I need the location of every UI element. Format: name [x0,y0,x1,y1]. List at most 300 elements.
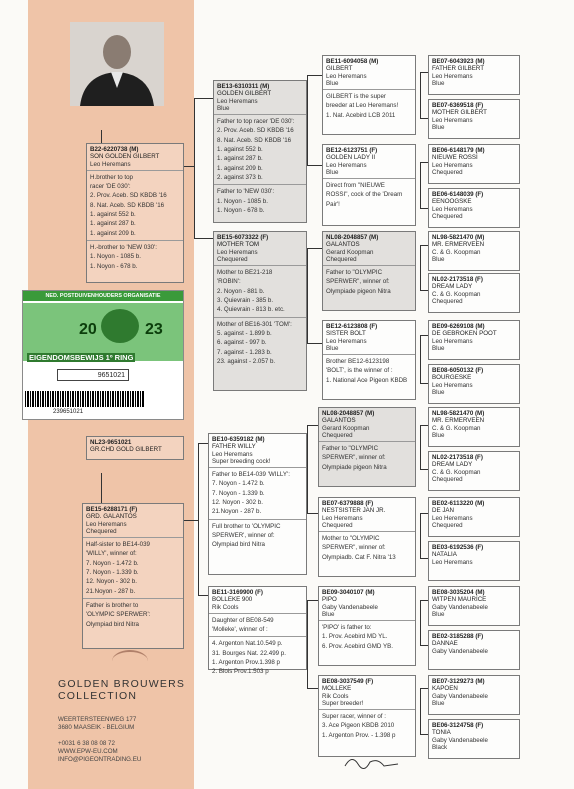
note-line: 7. Noyon - 1.472 b. [86,559,139,567]
notes [209,470,306,516]
connector [420,162,421,208]
connector [420,469,428,470]
ancestor-box [428,497,520,537]
note-line: Olympiade pigeon Nitra [322,463,387,471]
barcode [25,391,145,407]
owner: Gaby Vandenabeele [322,603,378,611]
note-line: 4. Argenton Nat.10.549 p. [212,640,283,648]
note-line: 1. Noyon - 1085 b. [90,253,141,261]
connector [420,245,428,246]
connector [420,335,428,336]
pigeon-name: NIEUWE ROSSI [432,154,478,162]
ring-number: BE07-6379888 (F) [322,500,374,507]
ring-number: BE09-3040107 (M) [322,589,375,596]
ring-number: BE12-6123751 (F) [326,147,378,154]
note-line: 1. against 209 b. [217,164,263,172]
owner: Leo Heremans [322,514,363,522]
note-line: 8. Nat. Aceb. SD KBDB '16 [217,136,292,144]
note-line: 1. against 552 b. [90,211,136,219]
note-line: Full brother to 'OLYMPIC [212,522,281,530]
pigeon-name: GOLDEN GILBERT [217,90,272,98]
address-line-2: 3680 MAASEIK - BELGIUM [58,724,135,731]
note-line: 31. Bourges Nat. 22.499 p. [212,649,286,657]
notes-2 [83,601,183,629]
connector [420,245,421,290]
note-line: 2. Prov. Aceb. SD KBDB '16 [90,192,167,200]
ring-number: NL02-2173518 (F) [432,276,483,283]
note-line: 7. Noyon - 1.472 b. [212,480,265,488]
connector [420,72,428,73]
note-line: 1. Argenton Prov.1.398 p [212,659,280,667]
color: Blue [432,255,445,263]
sdd-box [322,320,416,400]
note-line: 7. against - 1.283 b. [217,348,272,356]
connector [420,335,421,383]
note-line: Mother to BE21-218 [217,269,273,277]
note-line: Brother BE12-6123198 [326,358,390,366]
pigeon-name: DE JAN [432,507,455,515]
color: Chequered [217,255,248,263]
pigeon-name: SISTER BOLT [326,330,366,338]
ancestor-box [428,188,520,228]
note-line: 8. Nat. Aceb. SD KBDB '16 [90,201,165,209]
connector [420,162,428,163]
connector [307,165,322,166]
connector [307,248,322,249]
ring-number: NL98-5821470 (M) [432,234,485,241]
note-line: Super racer, winner of : [322,713,386,721]
ring-number: BE02-3185288 (F) [432,633,484,640]
pigeon-name: FATHER GILBERT [432,65,485,73]
owner: Leo Heremans [326,72,367,80]
owner: Leo Heremans [217,248,258,256]
dss-box [318,407,416,487]
connector [420,600,428,601]
note-line: 2. against 373 b. [217,173,263,181]
connector [307,425,308,513]
ring-number: BE02-6113220 (M) [432,500,485,507]
color: Chequered [432,475,463,483]
connector [420,513,428,514]
ancestor-box [428,273,520,313]
connector [184,166,194,167]
email-link[interactable]: INFO@PIGEONTRADING.EU [58,756,142,763]
ring-number: BE08-3035204 (M) [432,589,485,596]
owner: Gaby Vandenabeele [432,647,488,655]
owner: Leo Heremans [432,116,473,124]
note-line: Father to top racer 'DE 030': [217,118,295,126]
notes-2 [209,639,306,676]
sds-box [322,231,416,311]
connector [420,600,421,645]
note-line: 'Molleke', winner of : [212,626,268,634]
ring-number: BE06-6148179 (M) [432,147,485,154]
sire-dam-box [213,231,307,391]
pigeon-name: GALANTOS [322,417,356,425]
connector [101,473,102,503]
ring-number: BE13-6310311 (M) [217,83,270,90]
color: Chequered [86,527,117,535]
pigeon-name: MOTHER GILBERT [432,109,487,117]
pigeon-name: SON GOLDEN GILBERT [90,153,160,161]
brand-name [58,678,185,702]
pigeon-name: DREAM LADY [432,283,473,291]
contact [58,740,141,764]
owner: Gaby Vandenabeele [432,603,488,611]
emblem-icon [101,309,139,343]
pigeon-name: GOLDEN LADY II [326,154,376,162]
note-line: ROSSI", cock of the 'Dream [326,191,403,199]
connector [198,595,208,596]
note-line: Father to 'NEW 030': [217,188,275,196]
ring-number: BE07-3129273 (M) [432,678,485,685]
ancestor-box [428,586,520,626]
color: Blue [326,344,339,352]
owner: Leo Heremans [432,514,473,522]
color: Blue [432,79,445,87]
note-line: SPERWER", winner of: [322,544,386,552]
pigeon-name: PIPO [322,596,337,604]
ring-number: B22-6220738 (M) [90,146,139,153]
notes [323,268,415,296]
owner: Rik Cools [212,603,239,611]
phone: +0031 6 38 08 08 72 [58,740,115,747]
note-line: 1. against 287 b. [90,220,136,228]
dsd-box [318,497,416,577]
dam-sire-box [208,433,307,575]
ring-number: BE10-6359182 (M) [212,436,265,443]
note-line: 21.Noyon - 287 b. [212,508,262,516]
notes [83,540,183,596]
ring-number: BE08-6050132 (F) [432,367,484,374]
color: Chequered [432,297,463,305]
note-line: Half-sister to BE14-039 [86,541,150,549]
note-line: 5. against - 1.899 b. [217,329,272,337]
address [58,716,136,732]
color: Blue [326,168,339,176]
ring-number: BE06-3124758 (F) [432,722,484,729]
dds-box [318,586,416,666]
ancestor-box [428,144,520,184]
color: Black [432,743,448,751]
owner: C. & G. Koopman [432,424,481,432]
ring-number: NL08-2048857 (M) [326,234,379,241]
color: Blue [432,431,445,439]
notes [319,623,415,651]
sire-sire-box [213,80,307,223]
note-line: 12. Noyon - 302 b. [86,578,137,586]
connector [420,425,428,426]
color: Chequered [432,212,463,220]
notes-2 [87,243,183,271]
subject-box [86,436,184,460]
note-line: 7. Noyon - 1.339 b. [86,569,139,577]
notes [319,444,415,472]
color: Super breeder! [322,699,364,707]
ring-number: NL23-9651021 [90,439,132,446]
notes [319,712,415,740]
note-line: 'BOLT', is the winner of : [326,367,393,375]
connector [198,443,199,595]
owner: Gaby Vandenabeele [432,692,488,700]
note-line: SPERWER", winner of: [322,454,386,462]
pigeon-name: GR.CHD GOLD GILBERT [90,446,162,454]
ring-card-year-left: 20 [79,321,97,338]
connector [307,600,308,688]
note-line: 1. National Ace Pigeon KBDB [326,376,408,384]
ring-number: BE03-6192536 (F) [432,544,484,551]
note-line: 1. Argenton Prov. - 1.398 p [322,731,396,739]
note-line: 4. Quievrain - 813 b. etc. [217,306,285,314]
note-line: GILBERT is the super [326,93,386,101]
ancestor-box [428,630,520,670]
owner: Gaby Vandenabeele [432,736,488,744]
ring-number: NL08-2048857 (M) [322,410,375,417]
note-line: 1. against 552 b. [217,146,263,154]
note-line: Olympiad bird Nitra [212,541,265,549]
color: Blue [432,344,445,352]
note-line: Olympiade pigeon Nitra [326,287,391,295]
note-line: Father to BE14-039 'WILLY': [212,471,290,479]
pigeon-name: MR. ERMERVEEN [432,417,485,425]
connector [194,98,195,238]
note-line: breeder at Leo Heremans! [326,102,399,110]
pigeon-name: DE GEBROKEN POOT [432,330,497,338]
ssd-box [322,144,416,226]
connector [420,688,421,734]
note-line: Mother of BE16-301 'TOM': [217,320,292,328]
note-line: Direct from "NIEUWE [326,182,385,190]
owner: Gerard Koopman [322,424,370,432]
notes [323,181,415,209]
note-line: SPERWER', winner of: [212,531,275,539]
color: Blue [217,104,230,112]
color: Blue [432,699,445,707]
notes-2 [214,320,306,366]
pigeon-name: GILBERT [326,65,353,73]
sss-box [322,55,416,135]
ring-number: BE15-6073322 (F) [217,234,269,241]
connector [307,75,308,165]
barcode-number: 239651021 [53,409,84,415]
color: Chequered [432,168,463,176]
ring-number: BE12-6123808 (F) [326,323,378,330]
owner-photo [70,22,164,106]
owner: Leo Heremans [217,97,258,105]
signature [340,752,400,772]
connector [420,118,428,119]
color: Blue [326,79,339,87]
connector [420,734,428,735]
ring-number: BE11-3169900 (F) [212,589,263,596]
connector [420,208,428,209]
owner: Leo Heremans [432,558,473,566]
notes [319,534,415,562]
color: Blue [322,610,335,618]
ring-card [22,290,184,420]
note-line: 1. Noyon - 678 b. [217,206,265,214]
note-line: 6. against - 997 b. [217,339,267,347]
pigeon-name: KAPOEN [432,685,458,693]
pigeon-name: GALANTOS [326,241,360,249]
ring-number: BE06-6148039 (F) [432,191,484,198]
pigeon-name: BOLLEKE 900 [212,596,253,604]
notes [214,117,306,182]
connector [420,513,421,558]
ring-card-title: EIGENDOMSBEWIJS 1º RING [29,353,134,362]
ring-number: BE15-6288171 (F) [86,506,138,513]
ancestor-box [428,675,520,715]
connector [420,290,428,291]
note-line: Mother to "OLYMPIC [322,535,380,543]
note-line: Pair'! [326,200,340,208]
owner: Leo Heremans [212,450,253,458]
note-line: 3. Quievrain - 385 b. [217,297,274,305]
note-line: 21.Noyon - 287 b. [86,587,136,595]
owner: Leo Heremans [326,337,367,345]
ancestor-box [428,231,520,271]
owner: Leo Heremans [432,381,473,389]
ancestor-box [428,320,520,360]
connector [198,443,208,444]
ring-number: NL02-2173518 (F) [432,454,483,461]
brand-line-2: COLLECTION [58,690,138,702]
connector [307,248,308,343]
color: Blue [432,388,445,396]
color: Chequered [326,255,357,263]
notes [87,173,183,238]
owner: Leo Heremans [90,160,131,168]
owner: C. & G. Koopman [432,248,481,256]
note-line: 12. Noyon - 302 b. [212,499,263,507]
note-line: racer 'DE 030': [90,183,131,191]
ring-number: BE07-6043923 (M) [432,58,485,65]
notes-2 [214,187,306,215]
note-line: 'WILLY', winner of: [86,550,137,558]
owner: Leo Heremans [326,161,367,169]
connector [420,425,421,469]
pigeon-name: WITPEN MAURICE [432,596,487,604]
color: Super breeding cock! [212,457,271,465]
owner: Leo Heremans [432,337,473,345]
ring-number: BE09-6269108 (M) [432,323,485,330]
notes [209,616,306,635]
note-line: 23. against - 2.057 b. [217,357,276,365]
note-line: 1. Nat. Acebird LCB 2011 [326,111,396,119]
owner: Leo Heremans [432,161,473,169]
note-line: 2. Prov. Aceb. SD KBDB '16 [217,127,294,135]
crown-icon [112,650,148,672]
pigeon-name: TONIA [432,729,451,737]
ancestor-box [428,55,520,95]
note-line: 1. Noyon - 678 b. [90,262,138,270]
color: Blue [432,610,445,618]
color: Chequered [432,521,463,529]
pigeon-name: DREAM LADY [432,461,473,469]
note-line: Olympiadb. Cat F. Nitra '13 [322,553,396,561]
note-line: 'PIPO' is father to: [322,624,372,632]
note-line: Olympiad bird Nitra [86,620,139,628]
address-line-1: WEERTERSTEENWEG 177 [58,716,137,723]
pigeon-name: NATALIA [432,551,457,559]
connector [194,98,213,99]
owner: Gerard Koopman [326,248,374,256]
connector [420,383,428,384]
ring-number: BE11-6094058 (M) [326,58,379,65]
notes-2 [209,522,306,550]
color: Blue [432,123,445,131]
ddd-box [318,675,416,757]
brand-line-1: GOLDEN BROUWERS [58,678,186,690]
ancestor-box [428,541,520,581]
note-line: 1. against 209 b. [90,229,136,237]
website-link[interactable]: WWW.EPW-EU.COM [58,748,118,755]
note-line: 'OLYMPIC SPERWER': [86,611,151,619]
note-line: Daughter of BE08-549 [212,616,274,624]
owner: Leo Heremans [432,205,473,213]
ring-number: BE07-6369518 (F) [432,102,484,109]
dam-box [82,503,184,649]
pigeon-name: MOTHER TOM [217,241,260,249]
notes [214,268,306,314]
ancestor-box [428,451,520,491]
owner: C. & G. Koopman [432,468,481,476]
ancestor-box [428,364,520,404]
note-line: Father to "OLYMPIC [326,269,383,277]
note-line: 2. Noyon - 881 b. [217,287,265,295]
pigeon-name: FATHER WILLY [212,443,256,451]
ancestor-box [428,99,520,139]
connector [184,520,198,521]
ring-number: BE08-3037549 (F) [322,678,374,685]
ring-card-year-right: 23 [145,321,163,338]
notes [323,92,415,120]
note-line: 1. Prov. Acebird MD YL. [322,633,388,641]
connector [420,558,428,559]
note-line: H.brother to top [90,173,133,181]
pigeon-name: DANNAE [432,640,458,648]
pigeon-name: MOLLEKE [322,685,352,693]
note-line: 1. against 287 b. [217,155,263,163]
color: Chequered [322,521,353,529]
owner: Leo Heremans [86,520,127,528]
connector [420,72,421,118]
connector [420,645,428,646]
owner: Rik Cools [322,692,349,700]
connector [420,688,428,689]
note-line: 7. Noyon - 1.339 b. [212,489,265,497]
ring-number: NL98-5821470 (M) [432,410,485,417]
connector [307,75,322,76]
connector [307,343,322,344]
owner: Leo Heremans [432,72,473,80]
pigeon-name: EENOOGSKE [432,198,472,206]
note-line: 1. Noyon - 1085 b. [217,197,268,205]
owner: C. & G. Koopman [432,290,481,298]
note-line: Father is brother to [86,601,139,609]
pigeon-name: GRD. GALANTOS [86,513,137,521]
pigeon-name: MR. ERMERVEEN [432,241,485,249]
sire-box [86,143,184,283]
note-line: H.-brother to 'NEW 030': [90,243,158,251]
dam-dam-box [208,586,307,676]
ring-card-number: 9651021 [57,369,129,381]
note-line: 3. Ace Pigeon KBDB 2010 [322,722,395,730]
pigeon-name: NESTSISTER JAN JR. [322,507,386,515]
ancestor-box [428,407,520,447]
note-line: Father to "OLYMPIC [322,445,379,453]
ancestor-box [428,719,520,759]
